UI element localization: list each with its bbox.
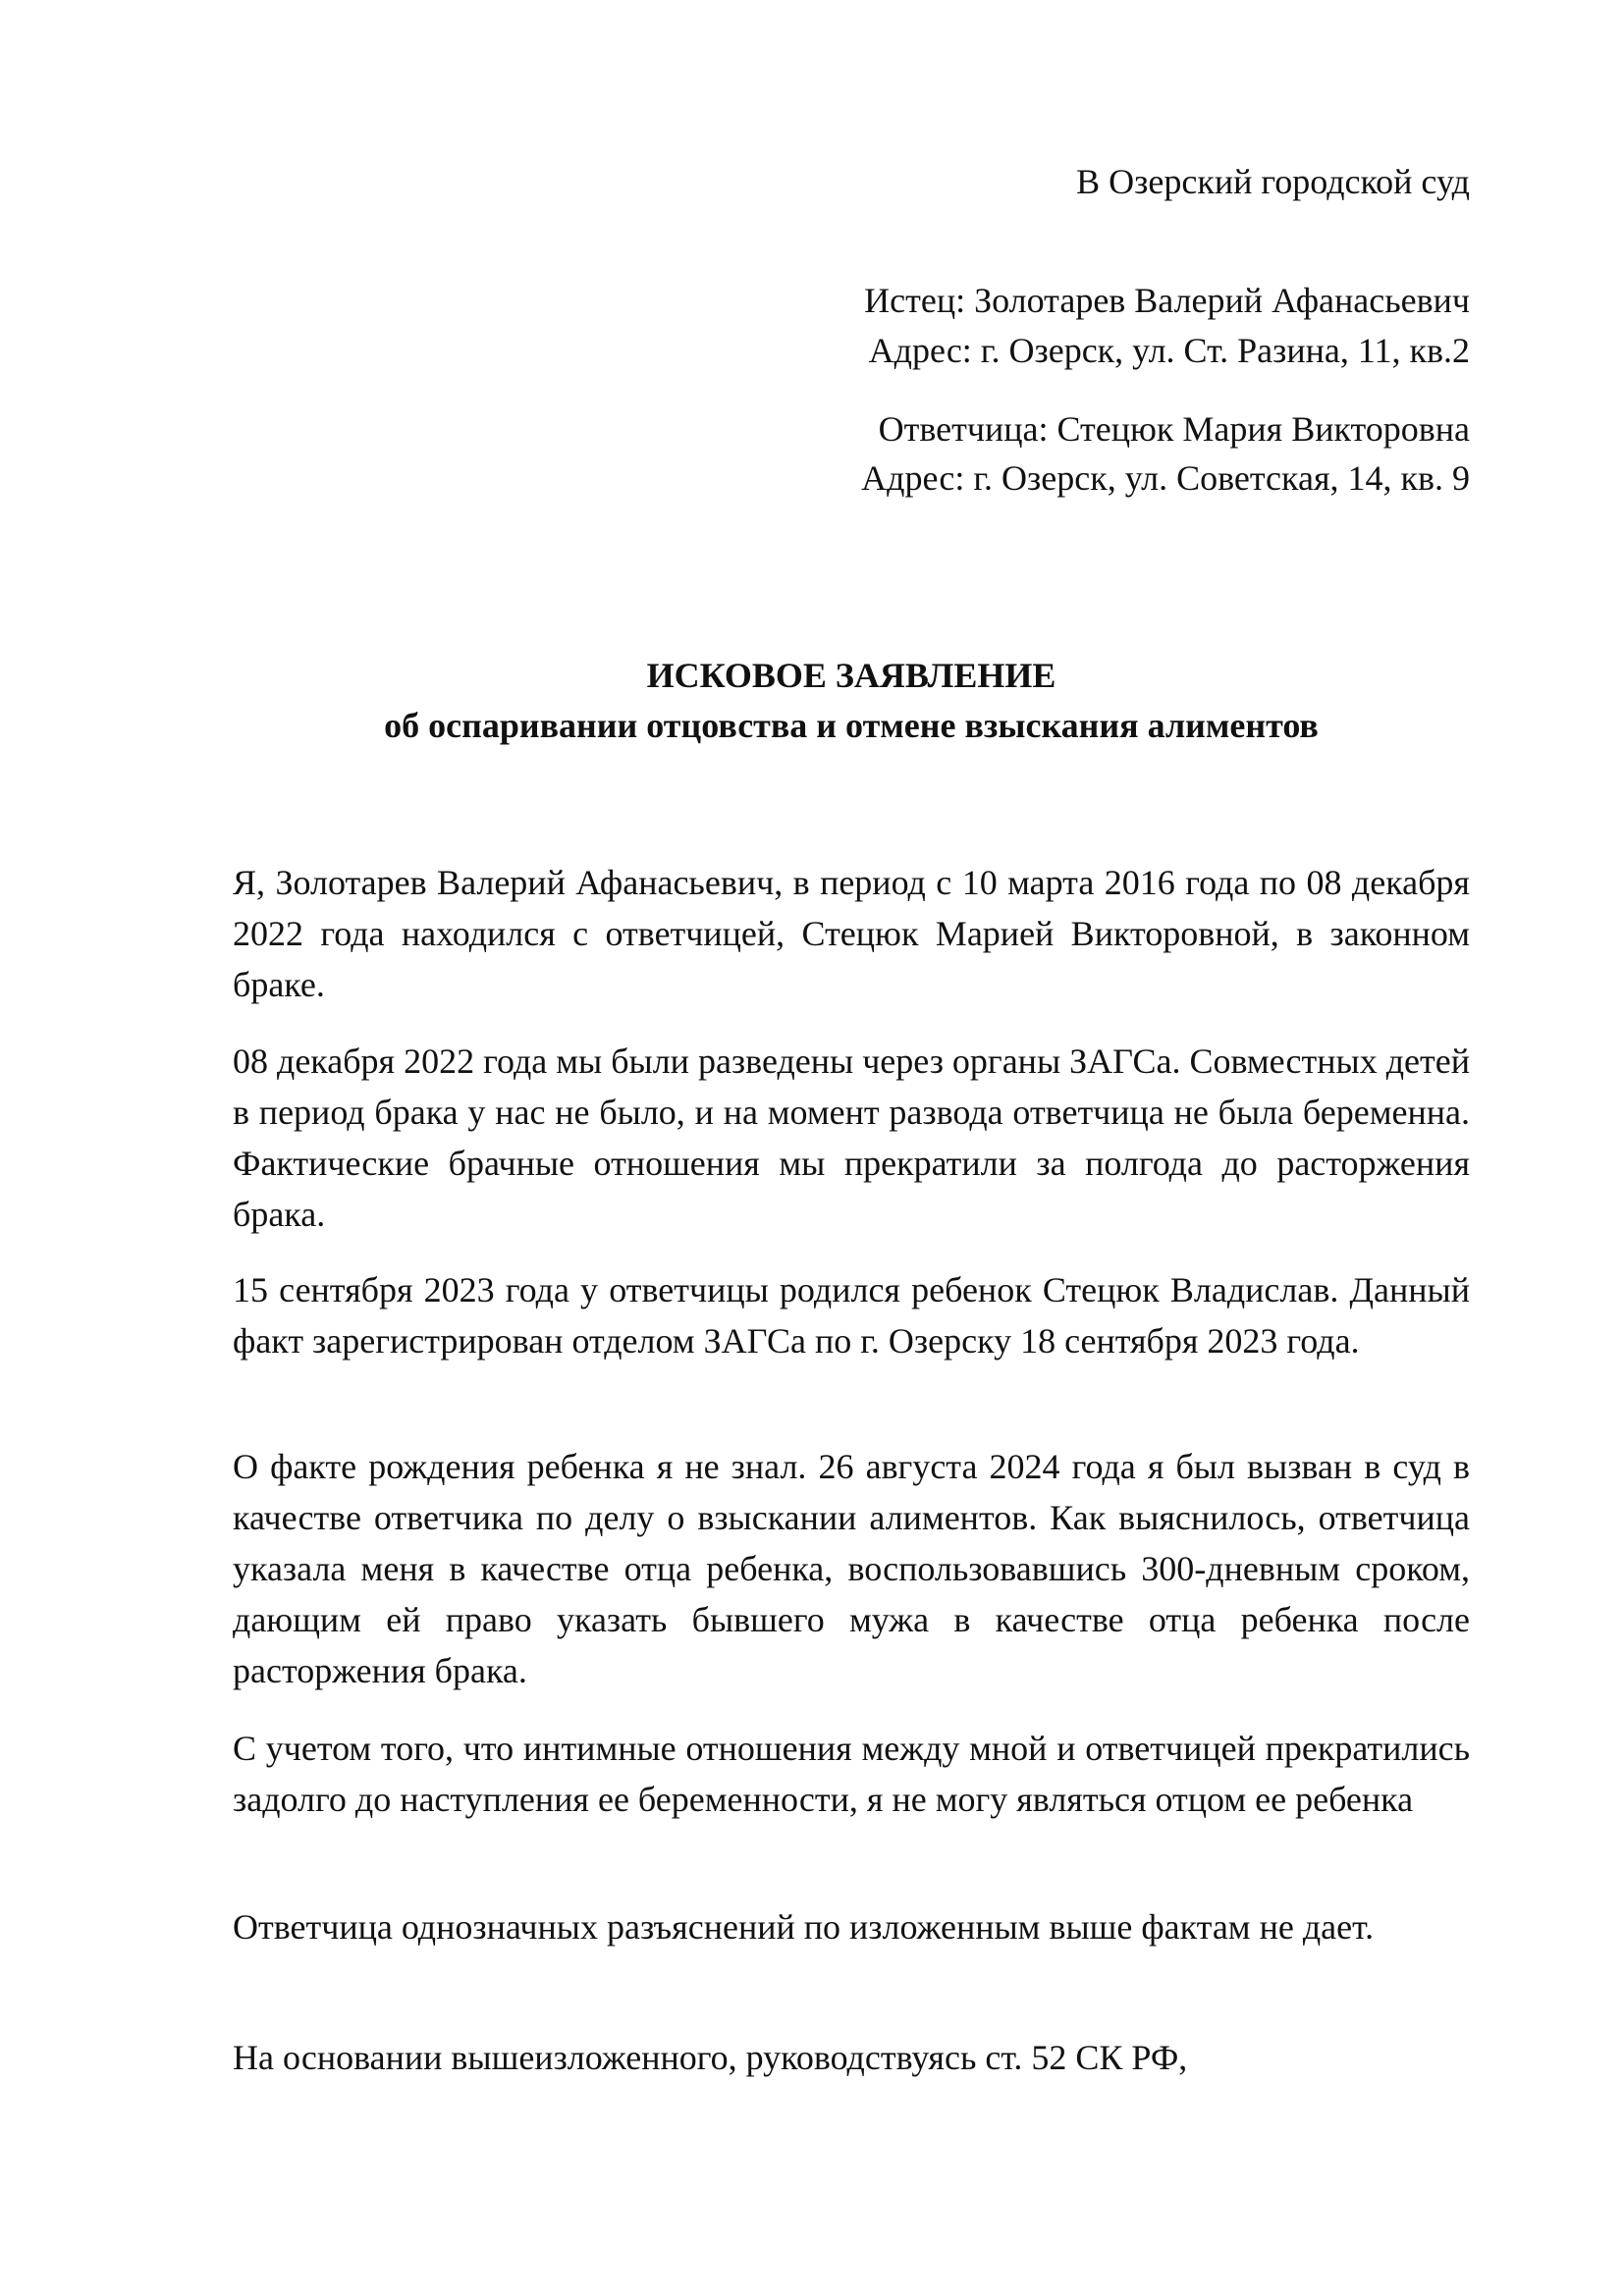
paragraph-legal-basis: На основании вышеизложенного, руководствуясь ст. 52 СК РФ,: [233, 2038, 1188, 2077]
paragraph-marriage: Я, Золотарев Валерий Афанасьевич, в период с 10 марта 2016 года по 08 декабря 2022 года находился с ответчицей, Стецюк Марией Викторовной, в законном браке.: [233, 863, 1470, 1004]
paragraph-no-explanation: Ответчица однозначных разъяснений по изложенным выше фактам не дает.: [233, 1907, 1375, 1947]
defendant-address: Адрес: г. Озерск, ул. Советская, 14, кв. 9: [861, 458, 1470, 498]
plaintiff-name: Истец: Золотарев Валерий Афанасьевич: [864, 281, 1470, 320]
defendant-name: Ответчица: Стецюк Мария Викторовна: [878, 409, 1470, 449]
paragraph-birth: 15 сентября 2023 года у ответчицы родился ребенок Стецюк Владислав. Данный факт зарегистрирован отделом ЗАГСа по г. Озерску 18 сентября 2023 года.: [233, 1270, 1470, 1361]
document-title: ИСКОВОЕ ЗАЯВЛЕНИЕ: [646, 656, 1056, 695]
document-subtitle: об оспаривании отцовства и отмене взыскания алиментов: [384, 706, 1319, 745]
plaintiff-address: Адрес: г. Озерск, ул. Ст. Разина, 11, кв.2: [868, 331, 1470, 370]
paragraph-divorce: 08 декабря 2022 года мы были разведены через органы ЗАГСа. Совместных детей в период брака у нас не было, и на момент развода ответчица не была беременна. Фактические брачные отношения мы прекратили за полгода до расторжения брака.: [233, 1041, 1470, 1234]
paragraph-alimony: О факте рождения ребенка я не знал. 26 августа 2024 года я был вызван в суд в качестве ответчика по делу о взыскании алиментов. Как выяснилось, ответчица указала меня в качестве отца ребенка, воспользовавшись 300-дневным сроком, дающим ей право указать бывшего мужа в качестве отца ребенка после расторжения брака.: [233, 1447, 1470, 1690]
paragraph-not-father: С учетом того, что интимные отношения между мной и ответчицей прекратились задолго до наступления ее беременности, я не могу являться отцом ее ребенка: [233, 1729, 1470, 1819]
court-addressee: В Озерский городской суд: [1076, 162, 1470, 201]
